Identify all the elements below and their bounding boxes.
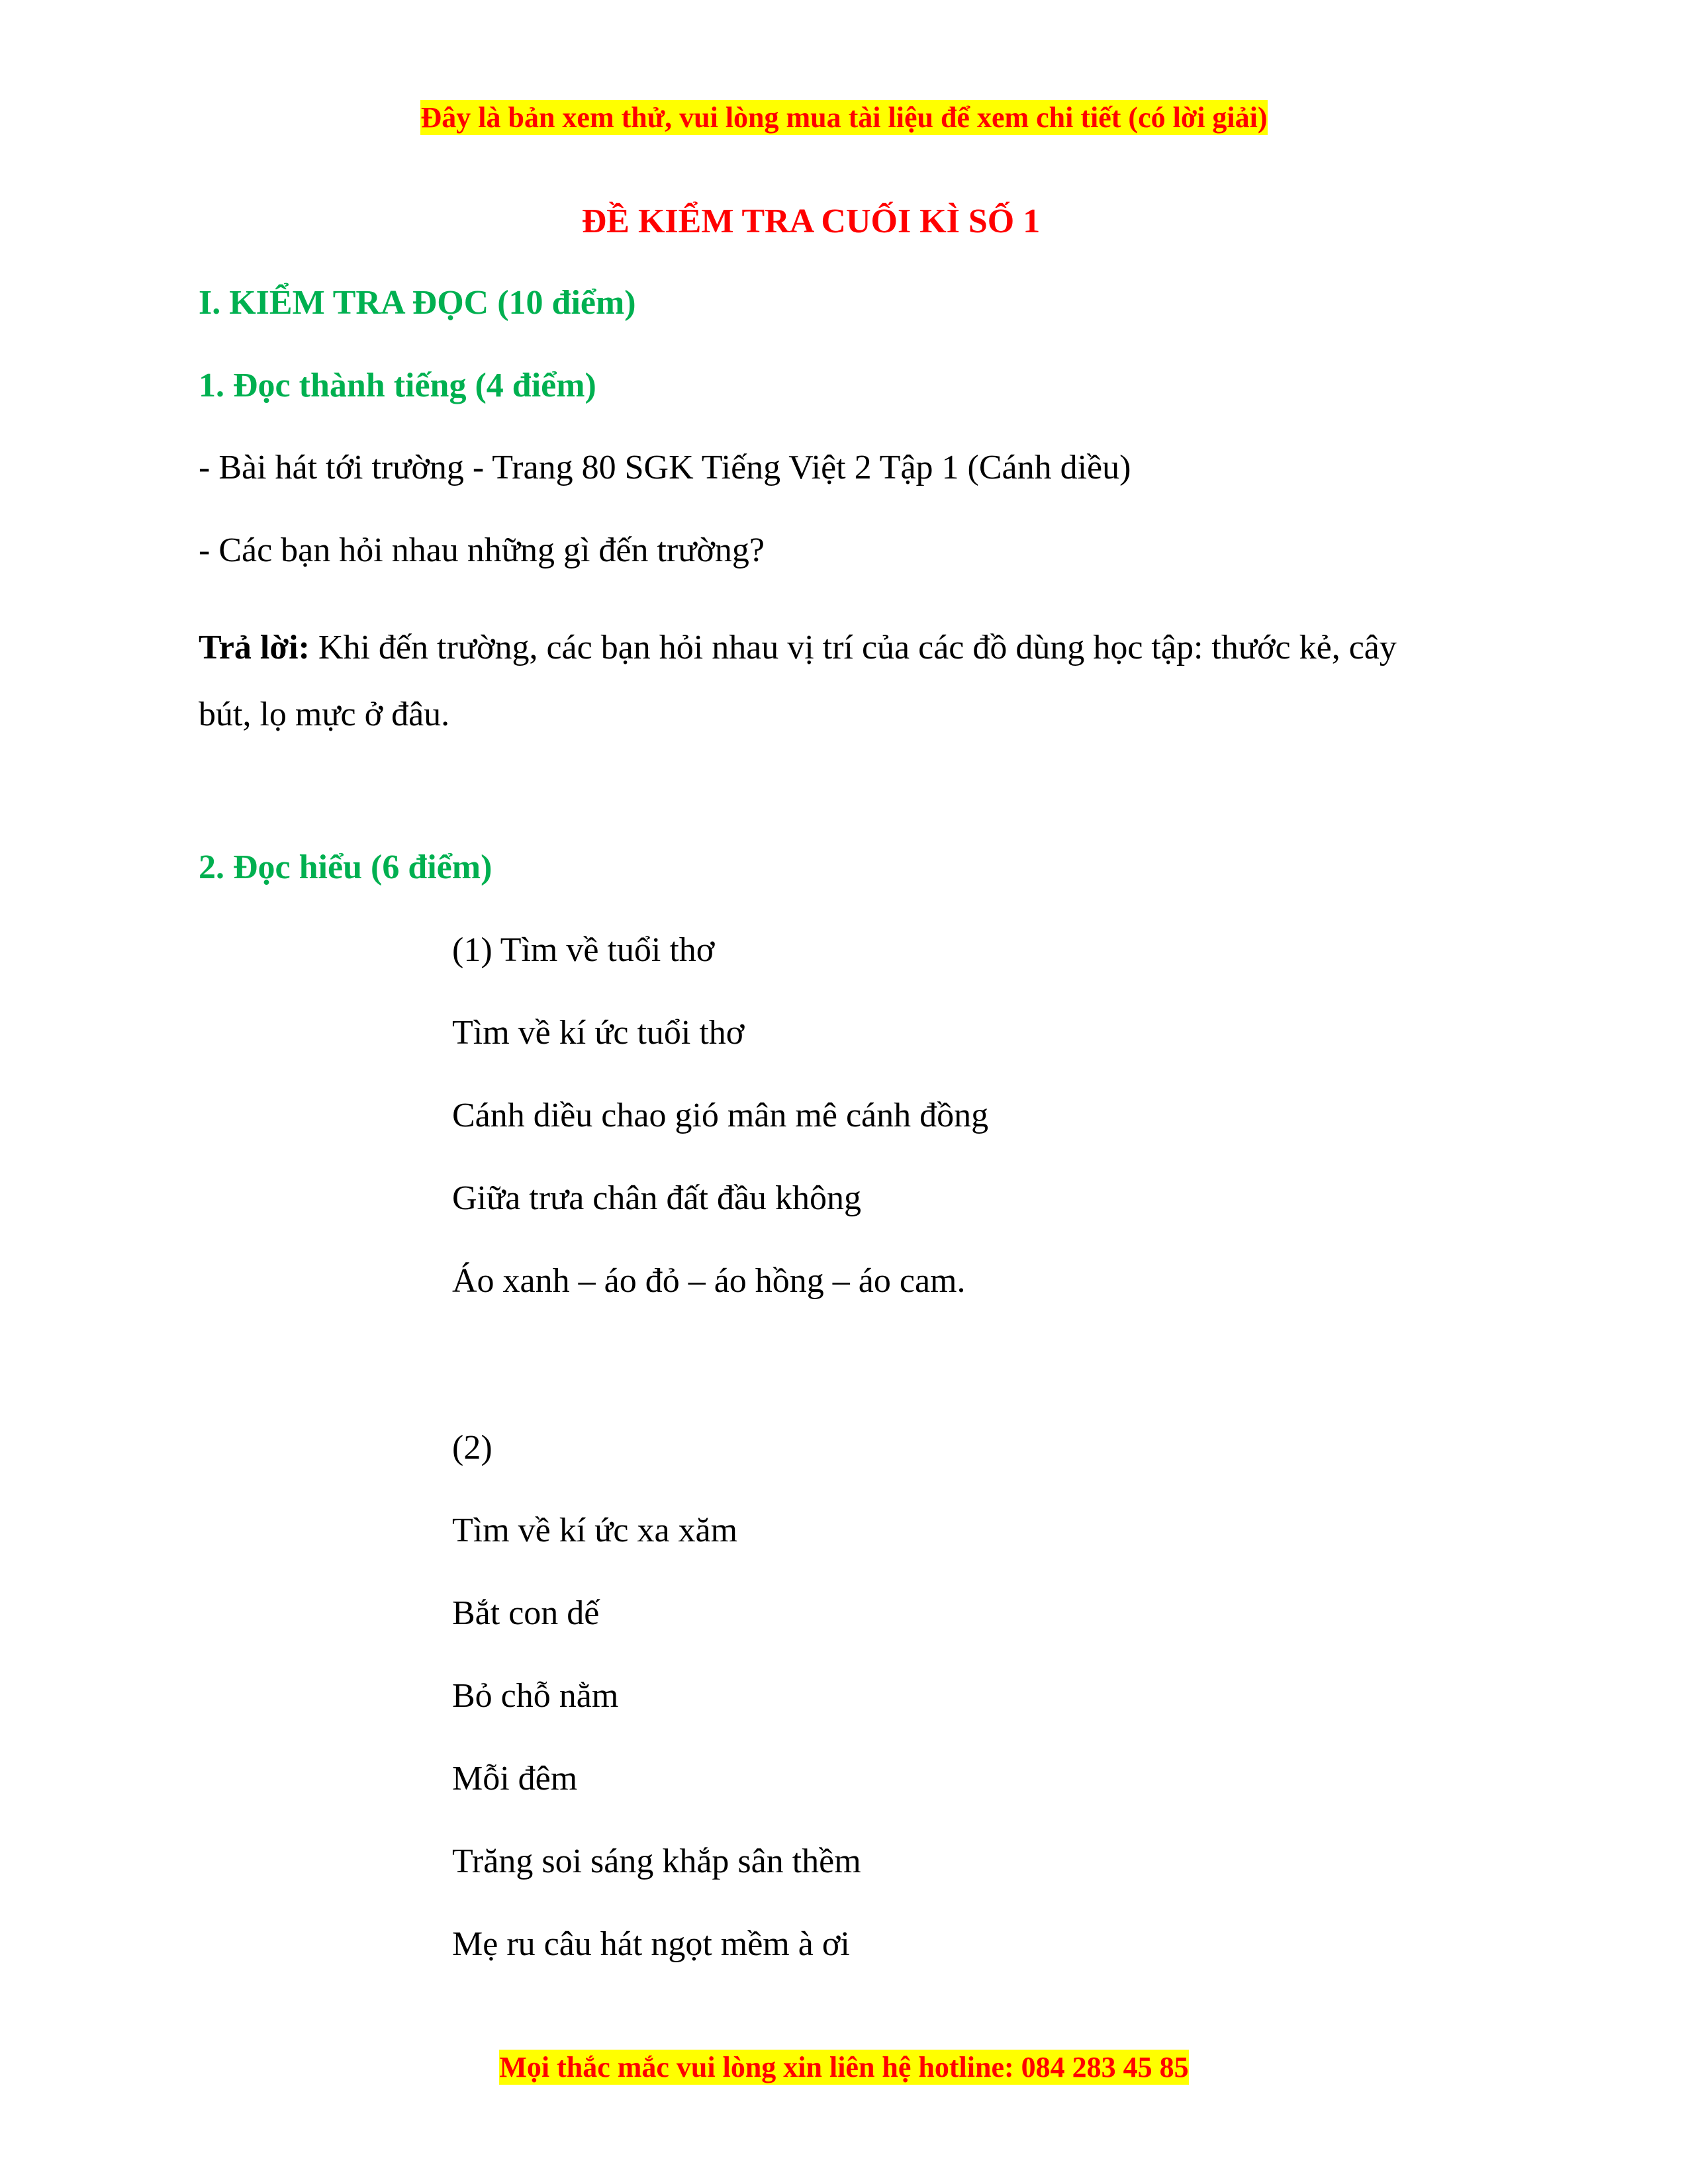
preview-notice-text: Đây là bản xem thử, vui lòng mua tài liệu để xem chi tiết (có lời giải) [420, 101, 1268, 134]
hotline-text: Mọi thắc mắc vui lòng xin liên hệ hotline: 084 283 45 85 [499, 2051, 1189, 2083]
answer-text: Khi đến trường, các bạn hỏi nhau vị trí của các đồ dùng học tập: thước kẻ, cây bút, lọ mực ở đâu. [199, 629, 1397, 733]
poem-line: (2) [452, 1429, 492, 1467]
poem-line: Mẹ ru câu hát ngọt mềm à ơi [452, 1925, 850, 1963]
poem-line: Cánh diều chao gió mân mê cánh đồng [452, 1097, 989, 1134]
part-heading-comprehension: 2. Đọc hiểu (6 điểm) [199, 848, 492, 886]
reading-assignment-line: - Bài hát tới trường - Trang 80 SGK Tiếng Việt 2 Tập 1 (Cánh diều) [199, 449, 1131, 486]
poem-line: Trăng soi sáng khắp sân thềm [452, 1843, 861, 1880]
preview-notice-banner [0, 101, 1688, 134]
exam-title: ĐỀ KIỂM TRA CUỐI KÌ SỐ 1 [581, 203, 1041, 240]
poem-line: Tìm về kí ức xa xăm [452, 1512, 738, 1549]
poem-line: Bắt con dế [452, 1594, 600, 1632]
answer-paragraph [199, 614, 1456, 748]
part-heading-read-aloud: 1. Đọc thành tiếng (4 điểm) [199, 367, 596, 404]
poem-line: Mỗi đêm [452, 1760, 578, 1797]
section-heading-reading: I. KIỂM TRA ĐỌC (10 điểm) [199, 284, 636, 322]
poem-line: (1) Tìm về tuổi thơ [452, 931, 715, 969]
hotline-banner [0, 2050, 1688, 2084]
poem-line: Áo xanh – áo đỏ – áo hồng – áo cam. [452, 1262, 966, 1300]
poem-line: Bỏ chỗ nằm [452, 1677, 619, 1715]
poem-line: Giữa trưa chân đất đầu không [452, 1179, 862, 1217]
answer-label: Trả lời: [199, 629, 310, 666]
question-line: - Các bạn hỏi nhau những gì đến trường? [199, 531, 765, 569]
poem-line: Tìm về kí ức tuổi thơ [452, 1014, 745, 1052]
